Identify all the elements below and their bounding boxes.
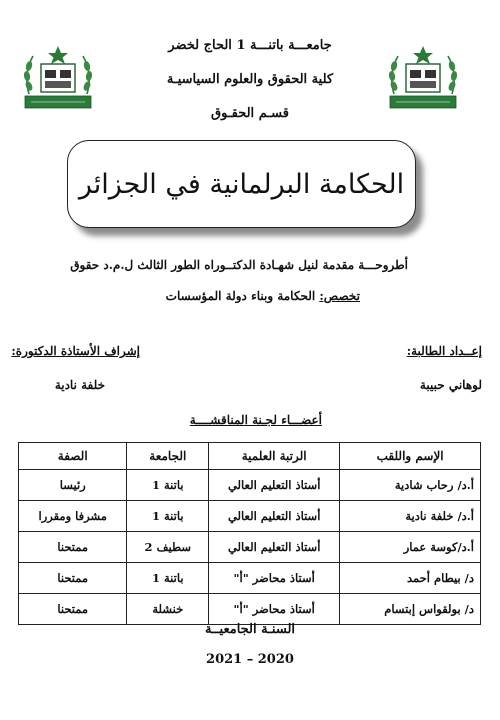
thesis-title: الحكامة البرلمانية في الجزائر bbox=[78, 168, 405, 200]
university-logo-left bbox=[17, 40, 99, 114]
department-name: قسـم الحقـوق bbox=[211, 106, 289, 121]
column-header-name: الإسم واللقب bbox=[340, 443, 481, 470]
member-name: أ.د/كوسة عمار bbox=[340, 532, 481, 563]
member-rank: أستاذ التعليم العالي bbox=[209, 501, 340, 532]
thesis-description: أطروحـــة مقدمة لنيل شهـادة الدكتــوراه الطور الثالث ل.م.د حقوق bbox=[70, 258, 408, 272]
member-role: ممتحنا bbox=[19, 563, 127, 594]
table-row bbox=[19, 563, 481, 594]
table-row bbox=[19, 501, 481, 532]
academic-year-label: السنـة الجامعيــة bbox=[204, 622, 296, 637]
specialty-value: الحكامة وبناء دولة المؤسسات bbox=[165, 289, 320, 303]
university-logo-right bbox=[382, 40, 464, 114]
member-rank: أستاذ محاضر "أ" bbox=[209, 563, 340, 594]
member-role: ممتحنا bbox=[19, 594, 127, 625]
member-university: سطيف 2 bbox=[127, 532, 209, 563]
table-header-row bbox=[19, 443, 481, 470]
thesis-title-box bbox=[67, 140, 416, 228]
table-row bbox=[19, 532, 481, 563]
member-rank: أستاذ محاضر "أ" bbox=[209, 594, 340, 625]
member-name: د/ بيطام أحمد bbox=[340, 563, 481, 594]
member-role: ممتحنا bbox=[19, 532, 127, 563]
column-header-university: الجامعة bbox=[127, 443, 209, 470]
member-name: د/ بولقواس إبتسام bbox=[340, 594, 481, 625]
table-row bbox=[19, 594, 481, 625]
student-name: لوهاني حبيبة bbox=[419, 378, 482, 392]
specialty-line bbox=[166, 289, 360, 303]
member-university: باتنة 1 bbox=[127, 470, 209, 501]
prepared-label: إعــداد الطالبة: bbox=[406, 344, 482, 358]
university-name: جامعـــة باتنـــة 1 الحاج لخضر bbox=[168, 38, 332, 53]
supervisor-name: خلفة نادية bbox=[54, 378, 105, 392]
supervision-label: إشراف الأستاذة الدكتورة: bbox=[11, 344, 140, 358]
faculty-name: كلية الحقوق والعلوم السياسيـة bbox=[166, 72, 334, 87]
column-header-rank: الرتبة العلمية bbox=[209, 443, 340, 470]
table-row bbox=[19, 470, 481, 501]
member-rank: أستاذ التعليم العالي bbox=[209, 470, 340, 501]
member-university: باتنة 1 bbox=[127, 563, 209, 594]
specialty-label: تخصص: bbox=[319, 289, 360, 303]
member-rank: أستاذ التعليم العالي bbox=[209, 532, 340, 563]
member-role: رئيسا bbox=[19, 470, 127, 501]
committee-table bbox=[18, 442, 481, 625]
member-role: مشرفا ومقررا bbox=[19, 501, 127, 532]
member-name: أ.د/ رحاب شادية bbox=[340, 470, 481, 501]
committee-heading: أعضـــاء لجـنة المناقشــــة bbox=[189, 413, 322, 427]
column-header-role: الصفة bbox=[19, 443, 127, 470]
member-university: باتنة 1 bbox=[127, 501, 209, 532]
member-name: أ.د/ خلفة نادية bbox=[340, 501, 481, 532]
member-university: خنشلة bbox=[127, 594, 209, 625]
academic-year-value: 2021 – 2020 bbox=[206, 652, 294, 667]
